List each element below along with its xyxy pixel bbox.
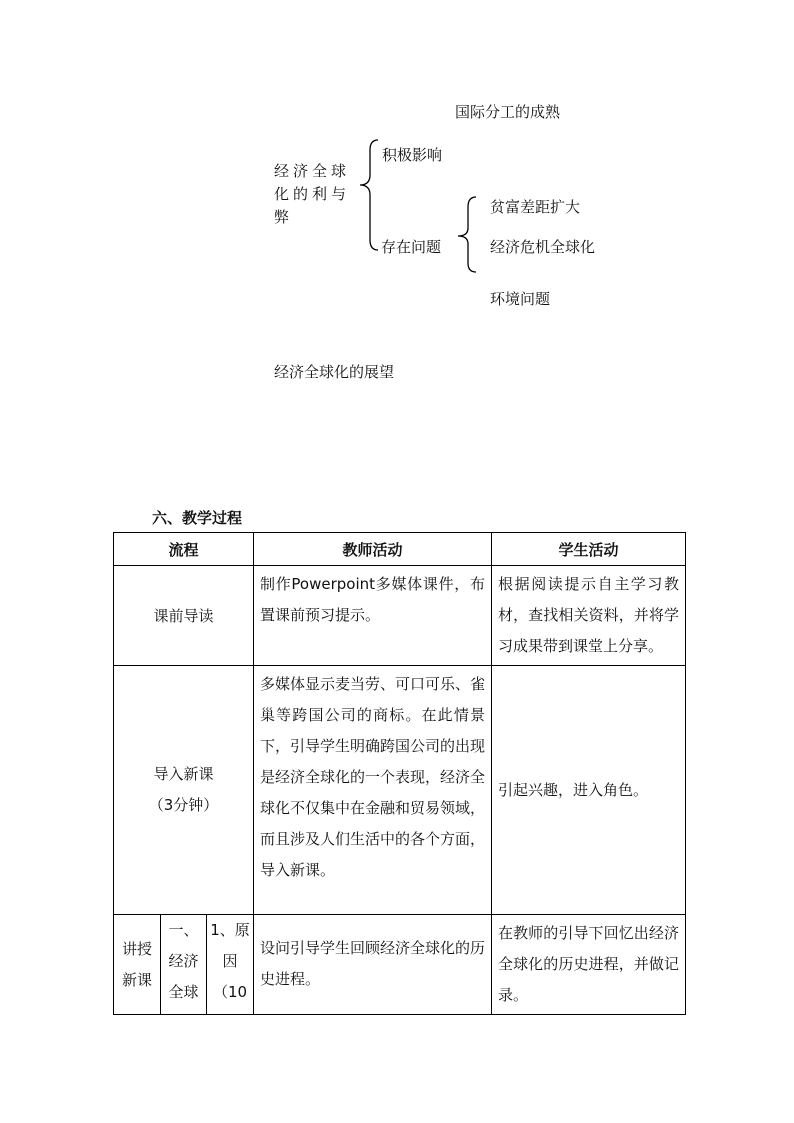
teaching-process-table xyxy=(113,532,686,1015)
flow-cell xyxy=(114,666,254,915)
diagram-problem-2: 经济危机全球化 xyxy=(490,238,596,256)
header-student: 学生活动 xyxy=(492,533,686,566)
header-flow: 流程 xyxy=(114,533,254,566)
flow-cell-b xyxy=(161,915,207,1015)
diagram-bottom-label: 经济全球化的展望 xyxy=(274,363,395,381)
student-text: 在教师的引导下回忆出经济全球化的历史进程，并做记录。 xyxy=(498,924,679,1004)
diagram-problem-1: 贫富差距扩大 xyxy=(490,198,581,216)
teacher-cell xyxy=(254,915,492,1015)
diagram-branch-positive: 积极影响 xyxy=(382,146,443,164)
teacher-text: 制作Powerpoint多媒体课件，布置课前预习提示。 xyxy=(260,575,485,624)
diagram-problem-3: 环境问题 xyxy=(490,290,551,308)
header-teacher: 教师活动 xyxy=(254,533,492,566)
student-text: 引起兴趣，进入角色。 xyxy=(498,780,649,799)
student-cell xyxy=(492,666,686,915)
flow-cell-a xyxy=(114,915,161,1015)
flow-text-a: 讲授新课 xyxy=(121,939,152,989)
student-cell xyxy=(492,915,686,1015)
diagram-root-label: 经济全球化的利与弊 xyxy=(274,162,351,226)
teacher-text: 设问引导学生回顾经济全球化的历史进程。 xyxy=(260,939,486,988)
diagram-top-label: 国际分工的成熟 xyxy=(455,103,561,121)
table-row xyxy=(114,915,686,1015)
flow-text-c: 1、原因（10 xyxy=(210,921,250,1001)
flow-text-b: 一、经济全球 xyxy=(168,921,199,1001)
brace-main-icon xyxy=(360,140,378,250)
diagram-branch-problems: 存在问题 xyxy=(381,238,442,256)
table-row xyxy=(114,566,686,666)
section-title: 六、教学过程 xyxy=(152,509,243,527)
flow-time: （3分钟） xyxy=(148,796,219,814)
flow-cell-c xyxy=(207,915,254,1015)
table-header-row xyxy=(114,533,686,566)
student-text: 根据阅读提示自主学习教材，查找相关资料，并将学习成果带到课堂上分享。 xyxy=(498,575,679,655)
teacher-text: 多媒体显示麦当劳、可口可乐、雀巢等跨国公司的商标。在此情景下，引导学生明确跨国公司的出现是经济全球化的一个表现，经济全球化不仅集中在金融和贸易领域，而且涉及人们生活中的各个方面，导入新课。 xyxy=(260,675,486,879)
teacher-cell xyxy=(254,566,492,666)
table-row xyxy=(114,666,686,915)
flow-cell: 课前导读 xyxy=(114,566,254,666)
student-cell xyxy=(492,566,686,666)
teacher-cell xyxy=(254,666,492,915)
brace-problems-icon xyxy=(458,197,476,272)
flow-label: 导入新课 xyxy=(153,765,214,783)
